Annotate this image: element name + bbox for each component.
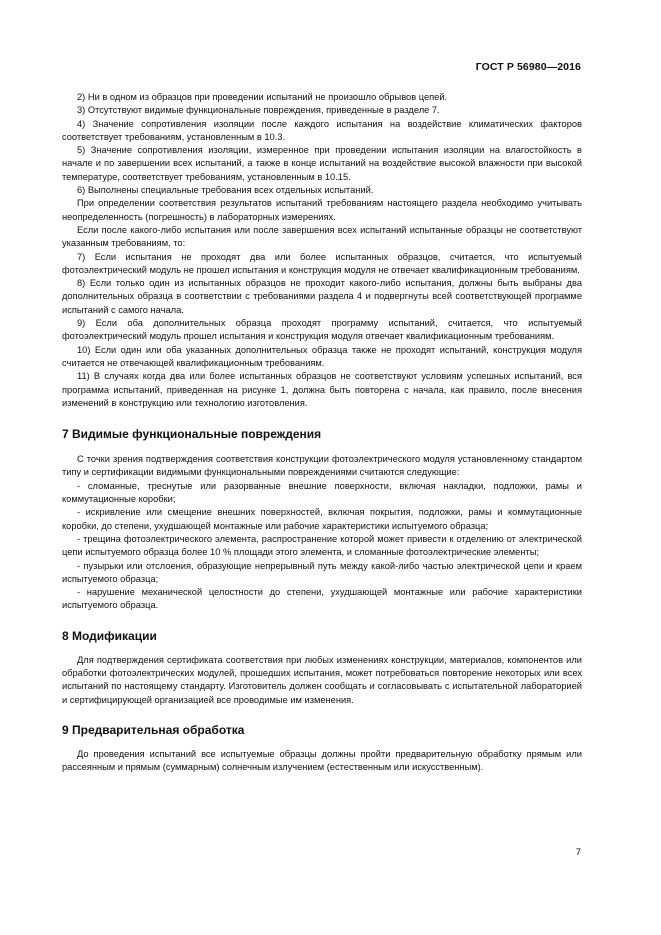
intro-paragraph: 3) Отсутствуют видимые функциональные повреждения, приведенные в разделе 7.	[77, 105, 440, 116]
intro-paragraph: 9) Если оба дополнительных образца проходят программу испытаний, считается, что испытуемый фотоэлектрический модуль прошел испытания и конструкция модуля отвечает квалификационным требованиям.	[62, 318, 582, 342]
section-7-list-item: - пузырьки или отслоения, образующие непрерывный путь между какой-либо частью электрической цепи и краем испытуемого образца;	[62, 560, 582, 584]
section-7-list-item: - искривление или смещение внешних поверхностей, включая покрытия, подложки, рамы и коммутационные коробки, до степени, ухудшающей монтажные или рабочие характеристики испытуемого образца;	[62, 507, 582, 531]
section-9-paragraph: До проведения испытаний все испытуемые образцы должны пройти предварительную обработку прямым или рассеянным и прямым (суммарным) солнечным излучением (естественным или искусственным).	[62, 748, 582, 773]
intro-paragraph: 2) Ни в одном из образцов при проведении испытаний не произошло обрывов цепей.	[77, 92, 448, 102]
document-id: ГОСТ Р 56980—2016	[475, 61, 581, 73]
page-content	[62, 91, 582, 774]
section-8-heading: 8 Модификации	[62, 628, 157, 643]
intro-paragraph: 4) Значение сопротивления изоляции после каждого испытания на воздействие климатических факторов соответствует требованиям, установленным в 10.3.	[62, 118, 582, 142]
intro-paragraph: 10) Если один или оба указанных дополнительных образца также не проходят испытаний, конструкция модуля считается не отвечающей квалификационным требованиям.	[62, 344, 582, 368]
intro-paragraph: Если после какого-либо испытания или после завершения всех испытаний испытанные образцы не соответствуют указанным требованиям, то:	[62, 224, 582, 249]
section-7-list-item: - сломанные, треснутые или разорванные внешние поверхности, включая накладки, подложки, рамы и коммутационные коробки;	[62, 480, 582, 505]
intro-paragraph: 7) Если испытания не проходят два или более испытанных образцов, считается, что испытуемый фотоэлектрический модуль не прошел испытания и конструкция модуля не отвечает квалификационным требованиям.	[62, 251, 582, 275]
section-7-list-item: - трещина фотоэлектрического элемента, распространение которой может привести к отделению от электрической цепи испытуемого образца более 10 % площади этого элемента, и сломанные фотоэлектрические элементы;	[62, 533, 582, 558]
intro-paragraph: 11) В случаях когда два или более испытанных образцов не соответствуют условиям успешных испытаний, вся программа испытаний, приведенная на рисунке 1, должна быть повторена с начала, как правило, после внесения изменений в конструкцию или технологию изготовления.	[62, 371, 582, 408]
section-7-paragraph: С точки зрения подтверждения соответствия конструкции фотоэлектрического модуля установленному стандартом типу и сертификации видимыми функциональными повреждениями считаются следующие:	[62, 454, 582, 478]
section-7-list-item: - нарушение механической целостности до степени, ухудшающей монтажные или рабочие характеристики испытуемого образца.	[62, 587, 582, 611]
section-9-heading: 9 Предварительная обработка	[62, 722, 245, 737]
intro-paragraph: При определении соответствия результатов испытаний требованиям настоящего раздела необходимо учитывать неопределенность (погрешность) в лабораторных измерениях.	[62, 198, 582, 222]
intro-paragraph: 5) Значение сопротивления изоляции, измеренное при проведении испытания изоляции на влагостойкость в начале и по завершении всех испытаний, а также в конце испытаний на воздействие высокой влажности при высокой температуре, соответствует требованиям, установленным в 10.15.	[62, 145, 582, 182]
intro-paragraph: 6) Выполнены специальные требования всех отдельных испытаний.	[77, 185, 374, 196]
section-8-paragraph: Для подтверждения сертификата соответствия при любых изменениях конструкции, материалов, компонентов или обработки фотоэлектрических модулей, прошедших испытания, может потребоваться повторение некоторых или всех испытаний по настоящему стандарту. Изготовитель должен сообщать и согласовывать с испытательной лабораторией и сертифицирующей организацией все проводимые им изменения.	[62, 654, 582, 705]
page-number: 7	[575, 847, 581, 858]
intro-paragraph: 8) Если только один из испытанных образцов не проходит какого-либо испытания, должны быть выбраны два дополнительных образца в соответствии с требованиями раздела 4 и подвергнуты всей соответствующей программе испытаний с самого начала.	[62, 278, 582, 315]
section-7-heading: 7 Видимые функциональные повреждения	[62, 427, 322, 442]
